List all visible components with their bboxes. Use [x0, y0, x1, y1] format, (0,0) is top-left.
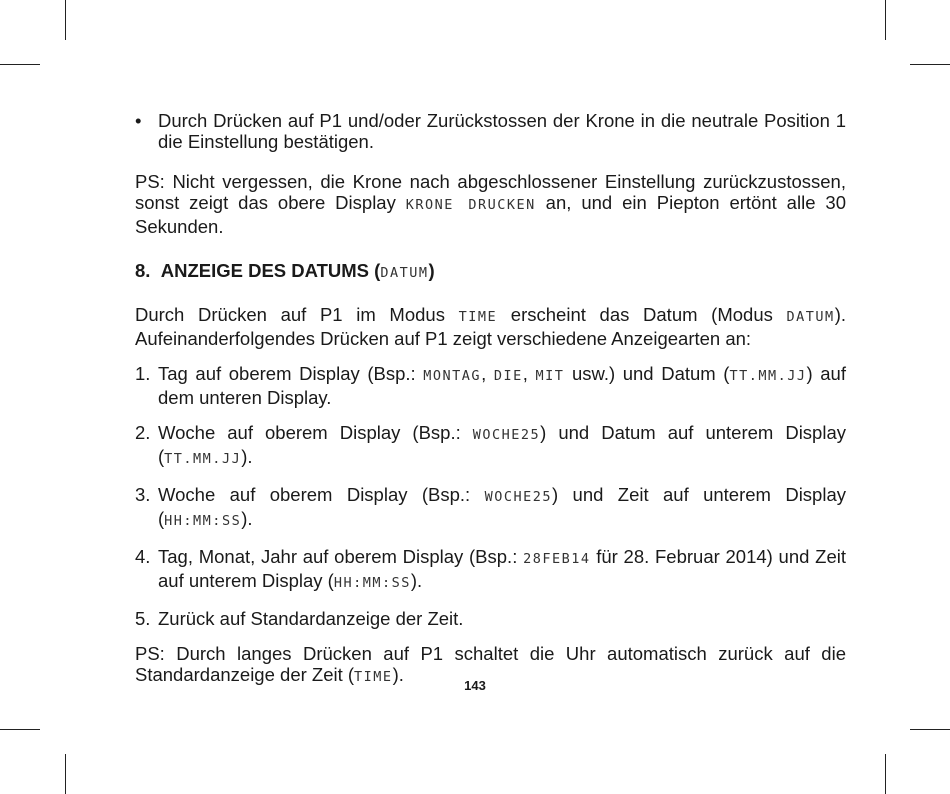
item-text: usw.) und Datum ( — [564, 363, 730, 384]
ps-note-text: PS: Nicht vergessen, die Krone nach abgeschlossener Einstellung zurückzustossen, sonst zeigt das obere Display — [135, 171, 846, 213]
crop-mark-bottom-left-vertical — [65, 754, 66, 794]
intro-text: erscheint das Datum (Modus — [497, 304, 787, 325]
lcd-text: KRONE DRUCKEN — [405, 197, 536, 213]
crop-mark-top-right-horizontal — [910, 64, 950, 65]
crop-mark-bottom-right-vertical — [885, 754, 886, 794]
item-text: ). — [241, 508, 253, 529]
section-heading — [135, 260, 846, 284]
item-text: Tag auf oberem Display (Bsp.: — [158, 363, 424, 384]
crop-mark-bottom-left-horizontal — [0, 729, 40, 730]
bullet-paragraph — [135, 110, 846, 152]
list-item — [135, 608, 846, 629]
ps-note-crown — [135, 171, 846, 237]
list-number: 3. — [135, 484, 151, 505]
list-item — [135, 484, 846, 532]
item-text: Woche auf oberem Display (Bsp.: — [158, 422, 473, 443]
item-text: Tag, Monat, Jahr auf oberem Display (Bsp.: — [158, 546, 524, 567]
page-number: 143 — [464, 678, 486, 693]
ps-note-text: PS: Durch langes Drücken auf P1 schaltet die Uhr automatisch zurück auf die Standardanzeige der Zeit ( — [135, 643, 846, 685]
lcd-text: 28FEB14 — [523, 551, 591, 567]
list-item — [135, 363, 846, 408]
item-text: ). — [241, 446, 253, 467]
list-item — [135, 546, 846, 594]
list-number: 5. — [135, 608, 151, 629]
intro-text: Durch Drücken auf P1 im Modus — [135, 304, 459, 325]
list-number: 4. — [135, 546, 151, 567]
section-number: 8. — [135, 260, 151, 281]
list-number: 2. — [135, 422, 151, 443]
lcd-text: WOCHE25 — [472, 427, 541, 443]
lcd-text: DIE — [493, 368, 523, 384]
list-item — [135, 422, 846, 470]
item-text: für 28. Februar 2014) und Zeit auf unterem Display ( — [158, 546, 846, 591]
lcd-text: DATUM — [786, 309, 835, 325]
crop-mark-top-right-vertical — [885, 0, 886, 40]
crop-mark-top-left-horizontal — [0, 64, 40, 65]
crop-mark-bottom-right-horizontal — [910, 729, 950, 730]
lcd-text: HH:MM:SS — [164, 513, 242, 529]
bullet-mark: • — [135, 110, 142, 131]
item-text: Zurück auf Standardanzeige der Zeit. — [158, 608, 464, 629]
item-text: ) und Datum auf unterem Display ( — [158, 422, 846, 467]
item-text: Woche auf oberem Display (Bsp.: — [158, 484, 485, 505]
intro-text: ). Aufeinanderfolgendes Drücken auf P1 zeigt verschiedene Anzeigearten an: — [135, 304, 846, 349]
bullet-text: Durch Drücken auf P1 und/oder Zurückstossen der Krone in die neutrale Position 1 die Einstellung bestätigen. — [158, 110, 846, 152]
item-text: ). — [410, 570, 423, 591]
section-title: ANZEIGE DES DATUMS ( — [160, 260, 381, 281]
lcd-text: TT.MM.JJ — [164, 451, 242, 467]
item-text: , — [481, 363, 494, 384]
lcd-text: HH:MM:SS — [333, 575, 411, 591]
lcd-text: TIME — [458, 309, 498, 325]
lcd-text: WOCHE25 — [484, 489, 552, 505]
page-content — [135, 110, 846, 688]
lcd-text: MIT — [535, 368, 565, 384]
lcd-text: TT.MM.JJ — [729, 368, 807, 384]
item-text: ) und Zeit auf unterem Display ( — [158, 484, 846, 529]
lcd-text: MONTAG — [423, 368, 482, 384]
lcd-text: DATUM — [380, 265, 429, 281]
intro-paragraph — [135, 304, 846, 349]
crop-mark-top-left-vertical — [65, 0, 66, 40]
ps-note-text-end: ). — [392, 664, 404, 685]
item-text: ) auf dem unteren Display. — [158, 363, 846, 408]
ps-note-text-end: an, und ein Piepton ertönt alle 30 Sekunden. — [135, 192, 846, 237]
list-number: 1. — [135, 363, 151, 384]
item-text: , — [522, 363, 536, 384]
lcd-text: TIME — [354, 669, 393, 685]
section-title-close: ) — [428, 260, 435, 281]
